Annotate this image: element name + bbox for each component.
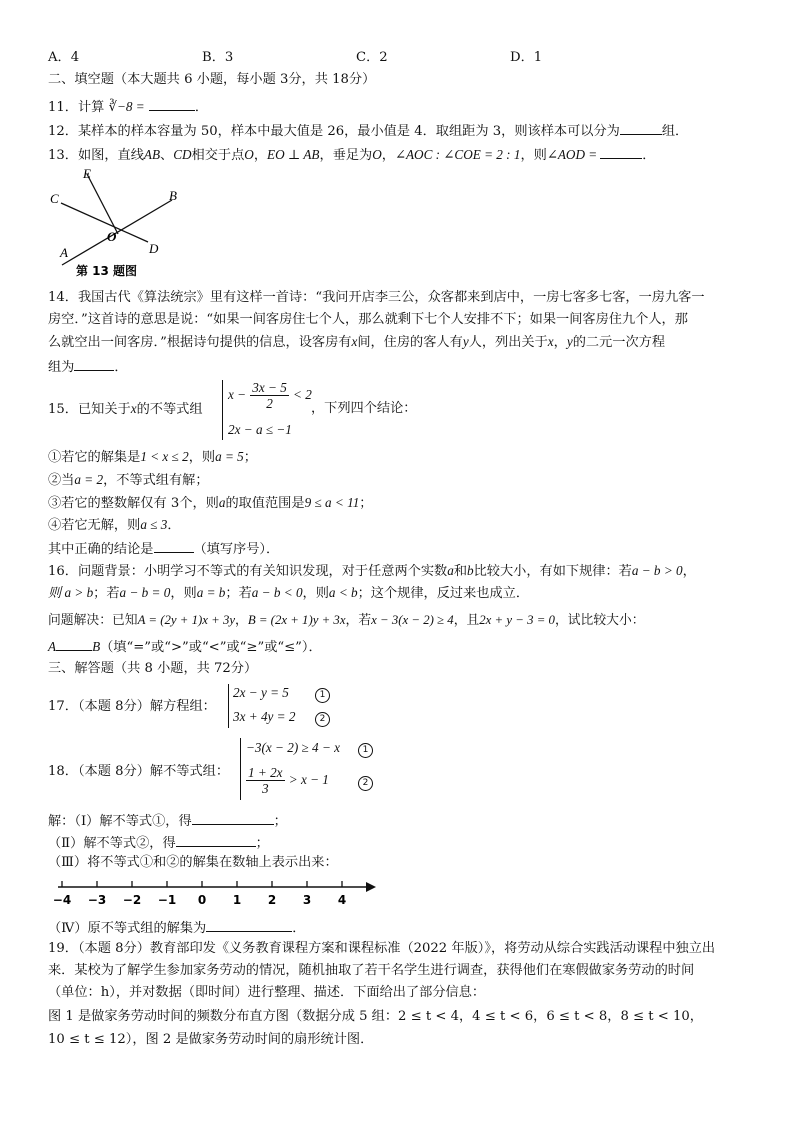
var-a: a	[447, 563, 454, 578]
q10-option-a: A．4	[48, 50, 80, 65]
q16-text: ，若	[345, 613, 372, 628]
figure-13	[48, 166, 198, 278]
q15-conclusion-4	[48, 516, 181, 535]
q17-label-1	[315, 685, 330, 703]
q16-text: ，且	[453, 613, 480, 628]
sol-step-4	[48, 917, 305, 938]
sol-blank-2[interactable]	[176, 832, 256, 847]
q16-math: a − b > 0	[631, 563, 683, 578]
q17-eq-2: 3x + 4y = 2	[233, 709, 296, 724]
q18-fraction-den: 3	[261, 781, 269, 796]
q15-intro	[48, 400, 203, 419]
var-x: x	[547, 334, 554, 349]
q13-text: ，垂足为	[319, 148, 373, 163]
sol-blank-1[interactable]	[192, 810, 274, 825]
q15-math: a ≤ 3	[140, 517, 168, 532]
q12	[48, 120, 688, 141]
q17-label-2	[315, 709, 330, 727]
q16-math: 2x + y − 3 = 0	[479, 613, 555, 627]
q13-end: ．	[642, 148, 656, 163]
q13-ratio: ∠AOC : ∠COE = 2 : 1	[394, 147, 521, 162]
q18-fraction	[246, 765, 285, 796]
q14-line2: 房空．”这首诗的意思是说：“如果一间客房住七个人，那么就剩下七个人安排不下；如果一间客房住九个人，那	[48, 312, 688, 327]
q15-conclusion-1	[48, 448, 257, 467]
q19-line4: 图 1 是做家务劳动时间的频数分布直方图（数据分成 5 组：2 ≤ t < 4，4 ≤ t < 6，6 ≤ t < 8，8 ≤ t < 10，	[48, 1009, 703, 1024]
q12-blank	[620, 120, 662, 135]
q17-intro: 17．（本题 8分）解方程组：	[48, 699, 216, 714]
q10-option-c: C．2	[356, 50, 388, 65]
q14-text: 的二元一次方程	[572, 335, 666, 350]
q16-text: 比较大小，有如下规律：若	[473, 564, 632, 579]
label-e: E	[83, 166, 91, 181]
q13-sep: ，	[253, 148, 268, 163]
q13-sep: ，	[381, 148, 395, 163]
q16-line2	[48, 584, 529, 603]
q14-text: 人，列出关于	[468, 335, 548, 350]
q15-brace	[222, 380, 223, 440]
number-line-tick-label: −3	[87, 893, 107, 907]
q13	[48, 144, 655, 165]
q12-text: 12．某样本的样本容量为 50，样本中最大值是 26，最小值是 4．取组距为 3，则该样本可以分为	[48, 124, 620, 139]
sol-text: （Ⅱ）解不等式②，得	[48, 836, 176, 851]
q15-conclusion-2	[48, 471, 209, 490]
q14-line3	[48, 333, 665, 352]
q15-fraction	[250, 380, 289, 411]
q15-math: a = 5	[215, 449, 244, 464]
q15-text: ；	[359, 496, 373, 511]
q15-fraction-den: 2	[266, 396, 273, 411]
sol-text: （Ⅳ）原不等式组的解集为	[48, 921, 207, 936]
number-line-tick-label: 4	[337, 893, 347, 907]
q15-post: ，下列四个结论：	[311, 401, 417, 416]
q19-line3: （单位：h），并对数据（即时间）进行整理、描述．下面给出了部分信息：	[48, 985, 486, 1000]
q19-line5: 10 ≤ t ≤ 12），图 2 是做家务劳动时间的扇形统计图．	[48, 1032, 374, 1047]
q16-math: a − b = 0	[119, 585, 171, 600]
q11-end: ．	[194, 100, 209, 115]
number-line-tick-label: −2	[122, 893, 142, 907]
q16-math: a < b	[328, 585, 358, 600]
number-line-arrow-icon	[366, 882, 376, 892]
q15-text: 15．已知关于	[48, 402, 131, 417]
q11	[48, 96, 208, 117]
q15-math: 1 < x ≤ 2	[140, 449, 189, 464]
q13-ab: AB	[143, 147, 161, 162]
sol-step-1	[48, 810, 287, 831]
q16-text: 和	[453, 564, 467, 579]
section-2-title: 二、填空题（本大题共 6 小题，每小题 3分，共 18分）	[48, 72, 376, 87]
var-B: B	[92, 639, 101, 654]
q15-ineq-1	[228, 380, 312, 411]
q18-brace	[240, 738, 241, 800]
q15-text: ①若它的解集是	[48, 450, 141, 465]
q14-text: ，	[553, 335, 567, 350]
q16-text: ，则	[170, 586, 197, 601]
q16-text: ，试比较大小：	[554, 613, 645, 628]
q15-e1-right: < 2	[293, 387, 312, 402]
q13-o: O	[372, 147, 382, 162]
q14-line4	[48, 356, 128, 377]
q18-intro: 18．（本题 8分）解不等式组：	[48, 764, 230, 779]
q13-text: 相交于点	[191, 148, 245, 163]
q14-text: 间，住房的客人有	[357, 335, 463, 350]
q15-text: ③若它的整数解仅有 3个，则	[48, 496, 219, 511]
number-line-tick-label: 1	[232, 893, 242, 907]
q16-text: ，	[682, 564, 696, 579]
q16-line3	[48, 611, 645, 630]
q15-text: 其中正确的结论是	[48, 542, 154, 557]
q16-math: a − b < 0	[251, 585, 303, 600]
q15-math: 9 ≤ a < 11	[304, 495, 360, 510]
q16-math: B = (2x + 1)y + 3x	[247, 613, 346, 627]
number-line[interactable]	[48, 876, 388, 910]
q14-text: 么就空出一间客房．”根据诗句提供的信息，设客房有	[48, 335, 352, 350]
q16-text: 问题解决：已知	[48, 613, 138, 628]
q10-option-d: D．1	[510, 50, 543, 65]
q14-blank	[74, 356, 114, 371]
q15-text: ④若它无解，则	[48, 518, 141, 533]
q16-line1	[48, 562, 696, 581]
q13-aod: ∠AOD =	[546, 147, 598, 162]
sol-step-2	[48, 832, 269, 853]
q15-math: a	[218, 495, 226, 510]
label-a: A	[60, 245, 68, 260]
number-line-tick-label: 0	[197, 893, 207, 907]
q17-eq-1: 2x − y = 5	[233, 685, 289, 700]
sol-blank-4[interactable]	[206, 917, 292, 932]
q16-text: ，	[235, 613, 248, 628]
q13-blank	[600, 144, 642, 159]
var-x: x	[351, 334, 358, 349]
q15-ineq-2: 2x − a ≤ −1	[228, 422, 292, 437]
sol-text: ；	[255, 836, 269, 851]
q15-blank	[154, 538, 194, 553]
q13-eo: EO ⊥ AB	[267, 147, 320, 162]
q11-blank	[149, 96, 195, 111]
label-d: D	[149, 241, 159, 256]
circled-2-icon: 2	[315, 712, 330, 727]
q15-e1-left: x −	[228, 387, 247, 402]
q18-ineq-2-right: > x − 1	[288, 772, 329, 787]
label-b: B	[169, 188, 177, 203]
circled-1-icon: 1	[358, 743, 373, 758]
q16-math: A = (2y + 1)x + 3y	[137, 613, 236, 627]
circled-2-icon: 2	[358, 776, 373, 791]
number-line-tick-label: −1	[157, 893, 177, 907]
q11-text: 11．计算	[48, 100, 105, 115]
figure-13-caption: 第 13 题图	[76, 264, 138, 278]
q16-math: a = b	[196, 585, 226, 600]
q15-text: 的不等式组	[136, 402, 203, 417]
var-x: x	[130, 401, 137, 416]
q11-expr: ∛−8 =	[108, 99, 145, 114]
q15-conclusion-3	[48, 494, 372, 513]
q16-text: 16．问题背景：小明学习不等式的有关知识发现，对于任意两个实数	[48, 564, 448, 579]
label-o: O	[107, 229, 117, 244]
q16-text: （填“=”或“>”或“<”或“≥”或“≤”）．	[100, 640, 322, 655]
q14-end: ．	[114, 360, 128, 375]
var-y: y	[462, 334, 469, 349]
sol-text: ．	[292, 921, 306, 936]
q16-line4	[48, 636, 322, 657]
q16-text: ，则	[302, 586, 329, 601]
var-b: b	[467, 563, 474, 578]
circled-1-icon: 1	[315, 688, 330, 703]
sol-text: 解：（Ⅰ）解不等式①，得	[48, 814, 192, 829]
number-line-tick-label: −4	[52, 893, 72, 907]
q18-ineq-2	[246, 765, 329, 796]
section-3-title: 三、解答题（共 8 小题，共 72分）	[48, 661, 258, 676]
q15-text: ②当	[48, 473, 75, 488]
ray-oe	[87, 174, 118, 234]
q16-text: ；若	[93, 586, 120, 601]
q18-ineq-1: −3(x − 2) ≥ 4 − x	[246, 740, 340, 755]
q13-o: O	[244, 147, 254, 162]
q12-end: 组．	[661, 124, 689, 139]
q19-line2: 来．某校为了解学生参加家务劳动的情况，随机抽取了若干名学生进行调查，获得他们在寒假做家务劳动的时间	[48, 963, 695, 978]
sol-step-3: （Ⅲ）将不等式①和②的解集在数轴上表示出来：	[48, 855, 338, 870]
q19-line1: 19．（本题 8分）教育部印发《义务教育课程方案和课程标准（2022 年版）》，将劳动从综合实践活动课程中独立出	[48, 941, 716, 956]
q16-text: ；这个规律，反过来也成立．	[357, 586, 530, 601]
q15-text: ；	[243, 450, 257, 465]
q13-text: ，则	[520, 148, 547, 163]
q13-text: 13．如图，直线	[48, 148, 144, 163]
q13-sep: 、	[160, 148, 174, 163]
q14-text: 组为	[48, 360, 75, 375]
q18-label-2	[358, 773, 373, 791]
q16-math: 则 a > b	[48, 585, 94, 600]
q14-line1: 14．我国古代《算法统宗》里有这样一首诗：“我问开店李三公，众客都来到店中，一房七客多七客，一房九客一	[48, 290, 705, 305]
q15-math: a = 2	[74, 472, 104, 487]
var-y: y	[566, 334, 573, 349]
q15-text: ．	[167, 518, 181, 533]
q10-option-b: B．3	[202, 50, 234, 65]
q15-answer	[48, 538, 279, 559]
label-c: C	[50, 191, 59, 206]
q17-brace	[228, 684, 229, 728]
q16-blank	[56, 636, 92, 651]
number-line-tick-label: 3	[302, 893, 312, 907]
q16-math: x − 3(x − 2) ≥ 4	[371, 613, 454, 627]
q16-text: ；若	[225, 586, 252, 601]
sol-text: ；	[273, 814, 287, 829]
q15-text: （填写序号）．	[193, 542, 280, 557]
number-line-tick-label: 2	[267, 893, 277, 907]
q13-cd: CD	[173, 147, 192, 162]
q18-fraction-num: 1 + 2x	[248, 765, 283, 780]
q15-fraction-num: 3x − 5	[252, 380, 287, 395]
q15-text: ，则	[188, 450, 216, 465]
q18-label-1	[358, 740, 373, 758]
q15-text: 的取值范围是	[225, 496, 305, 511]
var-A: A	[48, 639, 57, 654]
q15-text: ，不等式组有解；	[103, 473, 209, 488]
